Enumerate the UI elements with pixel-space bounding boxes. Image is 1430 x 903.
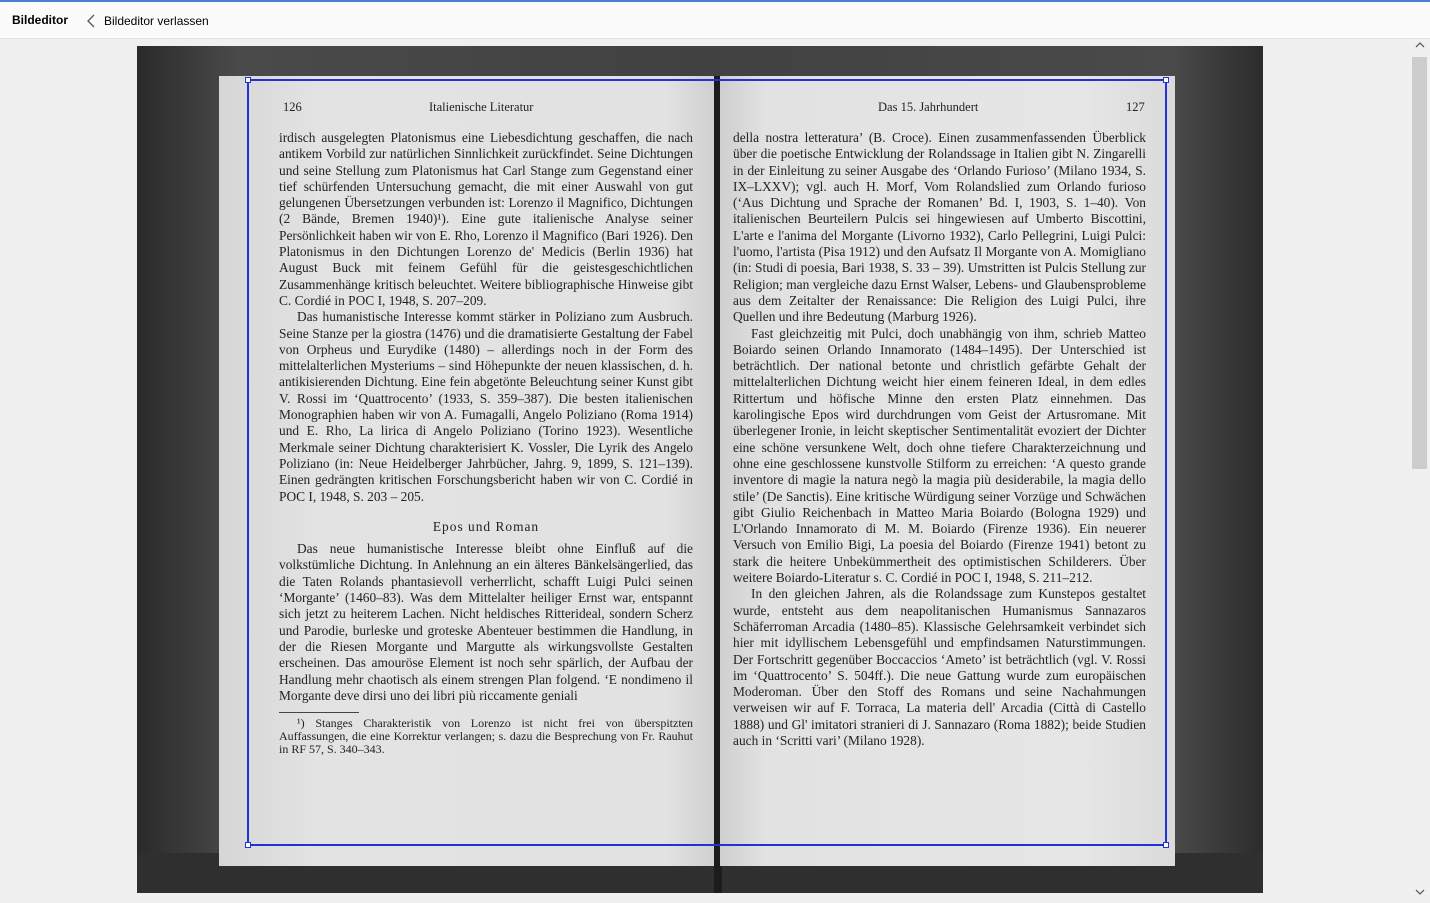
chevron-left-icon <box>84 13 100 29</box>
paragraph: irdisch ausgelegten Platonismus eine Liebesdichtung geschaffen, die nach antikem Vorbild zur natürlichen Sinnlichkeit zurückfindet. Seine Dichtungen und seine Stellung zum Platonismus hat Carl Stange zum Gegenstand einer tief schürfenden Untersuchung gemacht, die mit einer Auswahl von gut gelungenen Übersetzungen verbunden ist: Lorenzo il Magnifico, Dichtungen (2 Bände, Bremen 1940)¹). Eine gute italienische Analyse seiner Persönlichkeit haben wir von E. Rho, Lorenzo il Magnifico (Bari 1926). Den Platonismus in den Dichtungen Lorenzo de' Medicis (Berlin 1936) hat August Buck mit feinem Gefühl für die geistesgeschichtlichen Zusammenhänge kritisch beleuchtet. Weitere bibliographische Hinweise gibt C. Cordié in POC I, 1948, S. 207–209. <box>279 130 693 308</box>
crop-frame[interactable] <box>247 79 1167 846</box>
paragraph: Das humanistische Interesse kommt stärker in Poliziano zum Ausbruch. Seine Stanze per la giostra (1476) und die dramatisierte Gestaltung der Fabel von Orpheus und Eurydike (1480) – allerdings noch in der Form des mittelalterlichen Mysteriums – sind Höhepunkte der neuen klassischen, d. h. antikisierenden Dichtung. Eine fein abgetönte Beleuchtung seiner Kunst gibt V. Rossi im ‘Quattrocento’ (1933, S. 359–387). Die besten italienischen Monographien haben wir von A. Fumagalli, Angelo Poliziano (Roma 1914) und E. Rho, La lirica di Angelo Poliziano (Torino 1923). Wesentliche Merkmale seiner Dichtung charakterisiert K. Vossler, Die Lyrik des Angelo Poliziano (in: Neue Heidelberger Jahrbücher, Jahrg. 9, 1899, S. 121–139). Einen gedrängten kritischen Forschungsbericht haben wir von C. Cordié in POC I, 1948, S. 203 – 205. <box>279 309 693 504</box>
running-head: Das 15. Jahrhundert <box>878 100 979 114</box>
vertical-scrollbar[interactable] <box>1410 39 1430 903</box>
editor-title: Bildeditor <box>12 13 68 27</box>
page-number: 126 <box>283 100 302 114</box>
paragraph: della nostra letteratura’ (B. Croce). Einen zusammenfassenden Überblick über die poetische Entwicklung der Rolandssage in Italien gibt N. Zingarelli in der Einleitung zu seiner Ausgabe des ‘Orlando Furioso’ (Milano 1934, S. IX–LXXV); vgl. auch H. Morf, Vom Rolandslied zum Orlando furioso (‘Aus Dichtung und Sprache der Romanen’ Bd. I, 1903, S. 1–40). Von italienischen Beurteilern Pulcis sei hingewiesen auf Umberto Biscottini, L'arte e l'anima del Morgante (Livorno 1932), Carlo Pellegrini, Luigi Pulci: l'uomo, l'artista (Pisa 1912) und den Aufsatz Il Morgante von A. Momigliano (in: Studi di poesia, Bari 1938, S. 33 – 39). Umstritten ist Pulcis Stellung zur Religion; man vergleiche dazu Ernst Walser, Lebens- und Glaubensprobleme aus dem Zeitalter der Renaissance: Die Religion des Luigi Pulci, ihre Quellen und ihre Bedeutung (Marburg 1926). <box>733 130 1146 325</box>
chevron-up-icon[interactable] <box>1410 39 1430 56</box>
crop-handle-bottom-left[interactable] <box>245 842 251 848</box>
paragraph: In den gleichen Jahren, als die Rolandssage zum Kunstepos gestaltet wurde, entsteht aus dem neapolitanischen Humanismus Sannazaros Schäferroman Arcadia (1480–85). Klassische Gelehrsamkeit verbindet sich hier mit idyllischem Lebensgefühl und empfindsamen Naturstimmungen. Der Fortschritt gegenüber Boccaccios ‘Ameto’ ist beträchtlich (vgl. V. Rossi im ‘Quattrocento’ S. 504ff.). Die neue Gattung wurde zum europäischen Moderoman. Über den Stoff des Romans und seine Nachahmungen verweisen wir auf F. Torraca, La materia dell' Arcadia (Città di Castello 1888) und Gl' imitatori stranieri di J. Sannazaro (Roma 1882); beide Studien auch in ‘Scritti vari’ (Milano 1928). <box>733 586 1146 748</box>
paragraph: Fast gleichzeitig mit Pulci, doch unabhängig von ihm, schrieb Matteo Boiardo seinen Orlando Innamorato (1484–1495). Der Unterschied ist beträchtlich. Der national betonte und christlich gefärbte Gehalt der mittelalterlichen Dichtung weicht hier einem feineren Ideal, in dem edles Rittertum und höfische Minne den ersten Platz einnehmen. Das karolingische Epos wird durchdrungen vom Geist der Artusromane. Mit überlegener Ironie, in leicht skeptischer Sentimentalität evoziert der Dichter eine schöne versunkene Welt, doch ohne tiefere Charakterzeichnung und ohne eine geschlossene kunstvolle Stilform zu erreichen: ‘A questo grande inventore di magie la natura negò la magia più desiderabile, la magia dello stile’ (De Sanctis). Eine kritische Würdigung seiner Vorzüge und Schwächen gibt Giulio Reichenbach in Matteo Maria Boiardo (Bologna 1929) und L'Orlando Innamorato di M. M. Boiardo (Firenze 1936). Ein neuerer Versuch von Emilio Bigi, La poesia del Boiardo (Firenze 1941) betont zu stark die heitere Unbekümmertheit des optimistischen Schilderers. Über weitere Boiardo-Literatur s. C. Cordié in POC I, 1948, S. 211–212. <box>733 325 1146 586</box>
crop-handle-bottom-right[interactable] <box>1163 842 1169 848</box>
crop-handle-top-left[interactable] <box>245 77 251 83</box>
toolbar <box>0 2 1430 39</box>
footnote: ¹) Stanges Charakteristik von Lorenzo ist nicht frei von überspitzten Auffassungen, die eine Korrektur verlangen; s. dazu die Besprechung von Fr. Rauhut in RF 57, S. 340–343. <box>279 716 693 757</box>
page-number: 127 <box>1126 100 1145 114</box>
crop-handle-top-right[interactable] <box>1163 77 1169 83</box>
exit-editor-button[interactable] <box>84 10 209 32</box>
running-head: Italienische Literatur <box>429 100 534 114</box>
section-heading: Epos und Roman <box>432 518 540 534</box>
chevron-down-icon[interactable] <box>1410 886 1430 903</box>
scrollbar-thumb[interactable] <box>1412 57 1427 469</box>
exit-editor-label: Bildeditor verlassen <box>104 14 209 28</box>
paragraph: Das neue humanistische Interesse bleibt ohne Einfluß auf die volkstümliche Dichtung. In Anlehnung an ein älteres Bänkelsängerlied, das die Taten Rolands phantasievoll verherrlicht, schafft Luigi Pulci seinen ‘Morgante’ (1460–83). Was dem Mittelalter heiliger Ernst war, entspannt sich jetzt zu heiterem Lachen. Nicht heldisches Ritterideal, sondern Scherz und Parodie, burleske und groteske Abenteuer bestimmen die Handlung, in der die Riesen Morgante und Margutte als wirkungsvollste Gestalten erscheinen. Das amouröse Element ist noch sehr spärlich, der Aufbau der Handlung mehr chaotisch als einem strengen Plan folgend. ‘E nondimeno il Morgante deve dirsi uno dei libri più riccamente geniali <box>279 541 693 703</box>
